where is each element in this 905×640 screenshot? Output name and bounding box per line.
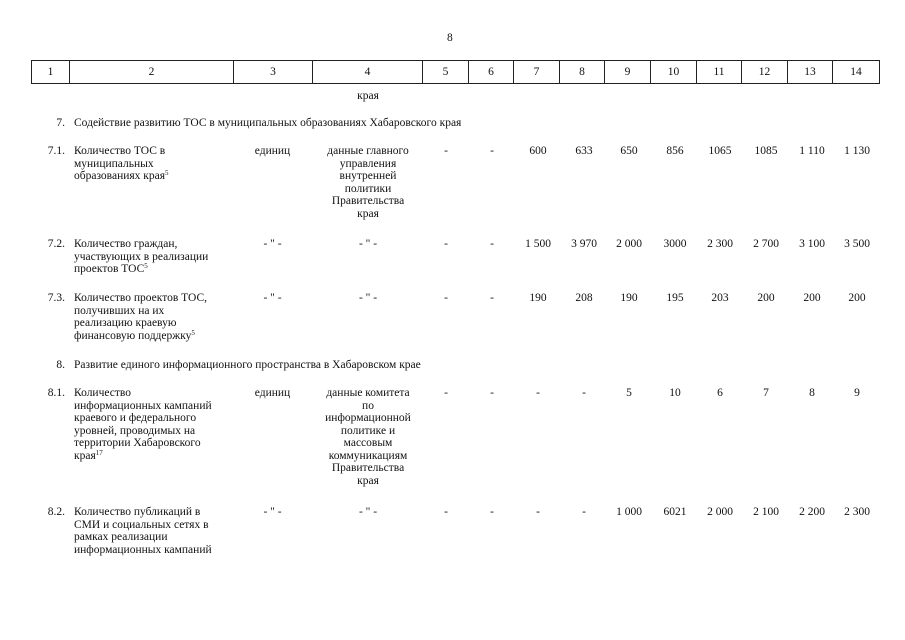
value-cell: 8 [809,387,815,399]
source-line: - " - [358,292,378,304]
value-cell: 200 [803,292,821,304]
value-cell: 200 [848,292,866,304]
indicator-name-line: проектов ТОС$^5$ [74,262,148,275]
section-title: Содействие развитию ТОС в муниципальных образованиях Хабаровского края [74,117,462,129]
source-cell [313,387,423,487]
value-cell: 3000 [663,238,687,250]
value-cell: 2 000 [707,506,733,518]
unit-cell: единиц [254,387,291,399]
unit-cell: единиц [254,145,291,157]
indicator-name-line: уровней, проводимых на [74,424,196,437]
column-number-cell: 11 [697,61,742,84]
indicator-name-line: образованиях края$^5$ [74,169,169,182]
footnote-marker: 17 [95,448,103,457]
column-number-cell: 2 [70,61,234,84]
indicator-name-line: получивших на их [74,304,165,317]
source-line: внутренней [339,170,397,182]
indicator-name [74,145,234,183]
column-number-cell: 10 [651,61,697,84]
carryover-text: края [357,90,379,102]
indicator-name-line: реализацию краевую [74,317,177,329]
value-cell: - [536,387,540,399]
source-line: коммуникациям [328,449,408,462]
value-cell: 1085 [754,145,778,157]
section-title: Развитие единого информационного пространства в Хабаровском крае [74,359,421,371]
value-cell: 1 110 [799,145,825,157]
value-cell: - [490,506,494,518]
row-number: 8.1. [47,387,65,399]
value-cell: - [444,238,448,250]
indicator-name-line: информационных кампаний [74,543,212,556]
value-cell: 200 [757,292,775,304]
row-number: 7.2. [47,238,65,250]
value-cell: 10 [669,387,681,399]
value-cell: 600 [529,145,547,157]
value-cell: - [582,387,586,399]
value-cell: - [536,506,540,518]
indicator-name [74,238,234,276]
value-cell: - [444,292,448,304]
column-number-cell: 13 [788,61,833,84]
value-cell: 5 [626,387,632,399]
source-line: данные главного [327,145,409,157]
column-number-cell: 12 [742,61,788,84]
column-number-cell: 4 [313,61,423,84]
value-cell: - [444,387,448,399]
footnote-marker: 5 [165,169,169,177]
indicator-name-line: территории Хабаровского [74,437,201,449]
source-cell [313,145,423,220]
row-number: 7.3. [47,292,65,304]
column-number-cell: 14 [833,61,880,84]
value-cell: 2 700 [753,238,779,250]
indicator-name-line: Количество [74,387,131,399]
value-cell: 3 100 [799,238,825,250]
unit-cell: - " - [263,238,282,250]
column-number-cell: 3 [234,61,313,84]
value-cell: 2 200 [799,506,825,518]
section-number: 7. [56,117,65,129]
source-cell [313,238,423,251]
value-cell: - [444,506,448,518]
source-line: информационной [325,412,411,424]
page-number: 8 [447,32,453,44]
source-line: политики [344,182,392,195]
value-cell: 1 500 [525,238,551,250]
column-number-cell: 5 [423,61,469,84]
column-number-header [31,60,880,84]
section-number: 8. [56,359,65,371]
value-cell: 633 [575,145,593,157]
column-number-cell: 6 [469,61,514,84]
indicator-name [74,506,234,556]
value-cell: 208 [575,292,593,304]
value-cell: - [490,387,494,399]
value-cell: 6 [717,387,723,399]
value-cell: 190 [529,292,547,304]
indicator-name-line: муниципальных [74,157,154,170]
source-line: политике и [340,424,396,437]
value-cell: 3 970 [571,238,597,250]
source-line: края [357,207,379,220]
indicator-name-line: Количество ТОС в [74,145,166,157]
row-number: 7.1. [47,145,65,157]
source-line: Правительства [331,195,405,207]
source-line: по [362,399,374,412]
value-cell: 1 000 [616,506,642,518]
value-cell: 1065 [708,145,732,157]
value-cell: 2 300 [707,238,733,250]
indicator-name [74,292,234,342]
indicator-name-line: Количество граждан, [74,238,178,250]
source-line: - " - [358,506,378,518]
source-line: края [357,474,379,487]
value-cell: 195 [666,292,684,304]
source-line: массовым [343,437,393,449]
value-cell: 203 [711,292,729,304]
unit-cell: - " - [263,506,282,518]
value-cell: - [490,292,494,304]
indicator-name-line: Количество публикаций в [74,506,201,518]
value-cell: 3 500 [844,238,870,250]
value-cell: 190 [620,292,638,304]
column-number-cell: 8 [560,61,605,84]
value-cell: 2 000 [616,238,642,250]
source-cell [313,506,423,519]
footnote-marker: 5 [191,328,195,337]
value-cell: - [444,145,448,157]
indicator-name-line: СМИ и социальных сетях в [74,518,209,531]
source-line: - " - [358,238,378,250]
unit-cell: - " - [263,292,282,304]
value-cell: 2 100 [753,506,779,518]
value-cell: 6021 [663,506,687,518]
value-cell: 650 [620,145,638,157]
value-cell: 2 300 [844,506,870,518]
value-cell: 856 [666,145,684,157]
indicator-name-line: информационных кампаний [74,399,212,412]
source-line: Правительства [331,462,405,474]
indicator-name-line: участвующих в реализации [74,250,209,263]
footnote-marker: 5 [144,262,148,270]
indicator-name-line: рамках реализации [74,531,168,543]
column-number-cell: 1 [32,61,70,84]
value-cell: - [490,145,494,157]
source-line: данные комитета [326,387,410,399]
indicator-name-line: краевого и федерального [74,412,197,424]
value-cell: 9 [854,387,860,399]
source-cell [313,292,423,305]
value-cell: 1 130 [844,145,870,157]
value-cell: 7 [763,387,769,399]
source-line: управления [339,157,397,170]
indicator-name-line: края$^{17}$ [74,448,103,462]
indicator-name-line: Количество проектов ТОС, [74,292,207,304]
row-number: 8.2. [47,506,65,518]
value-cell: - [582,506,586,518]
column-number-cell: 7 [514,61,560,84]
indicator-name [74,387,234,462]
indicator-name-line: финансовую поддержку$^5$ [74,328,195,342]
column-number-cell: 9 [605,61,651,84]
value-cell: - [490,238,494,250]
